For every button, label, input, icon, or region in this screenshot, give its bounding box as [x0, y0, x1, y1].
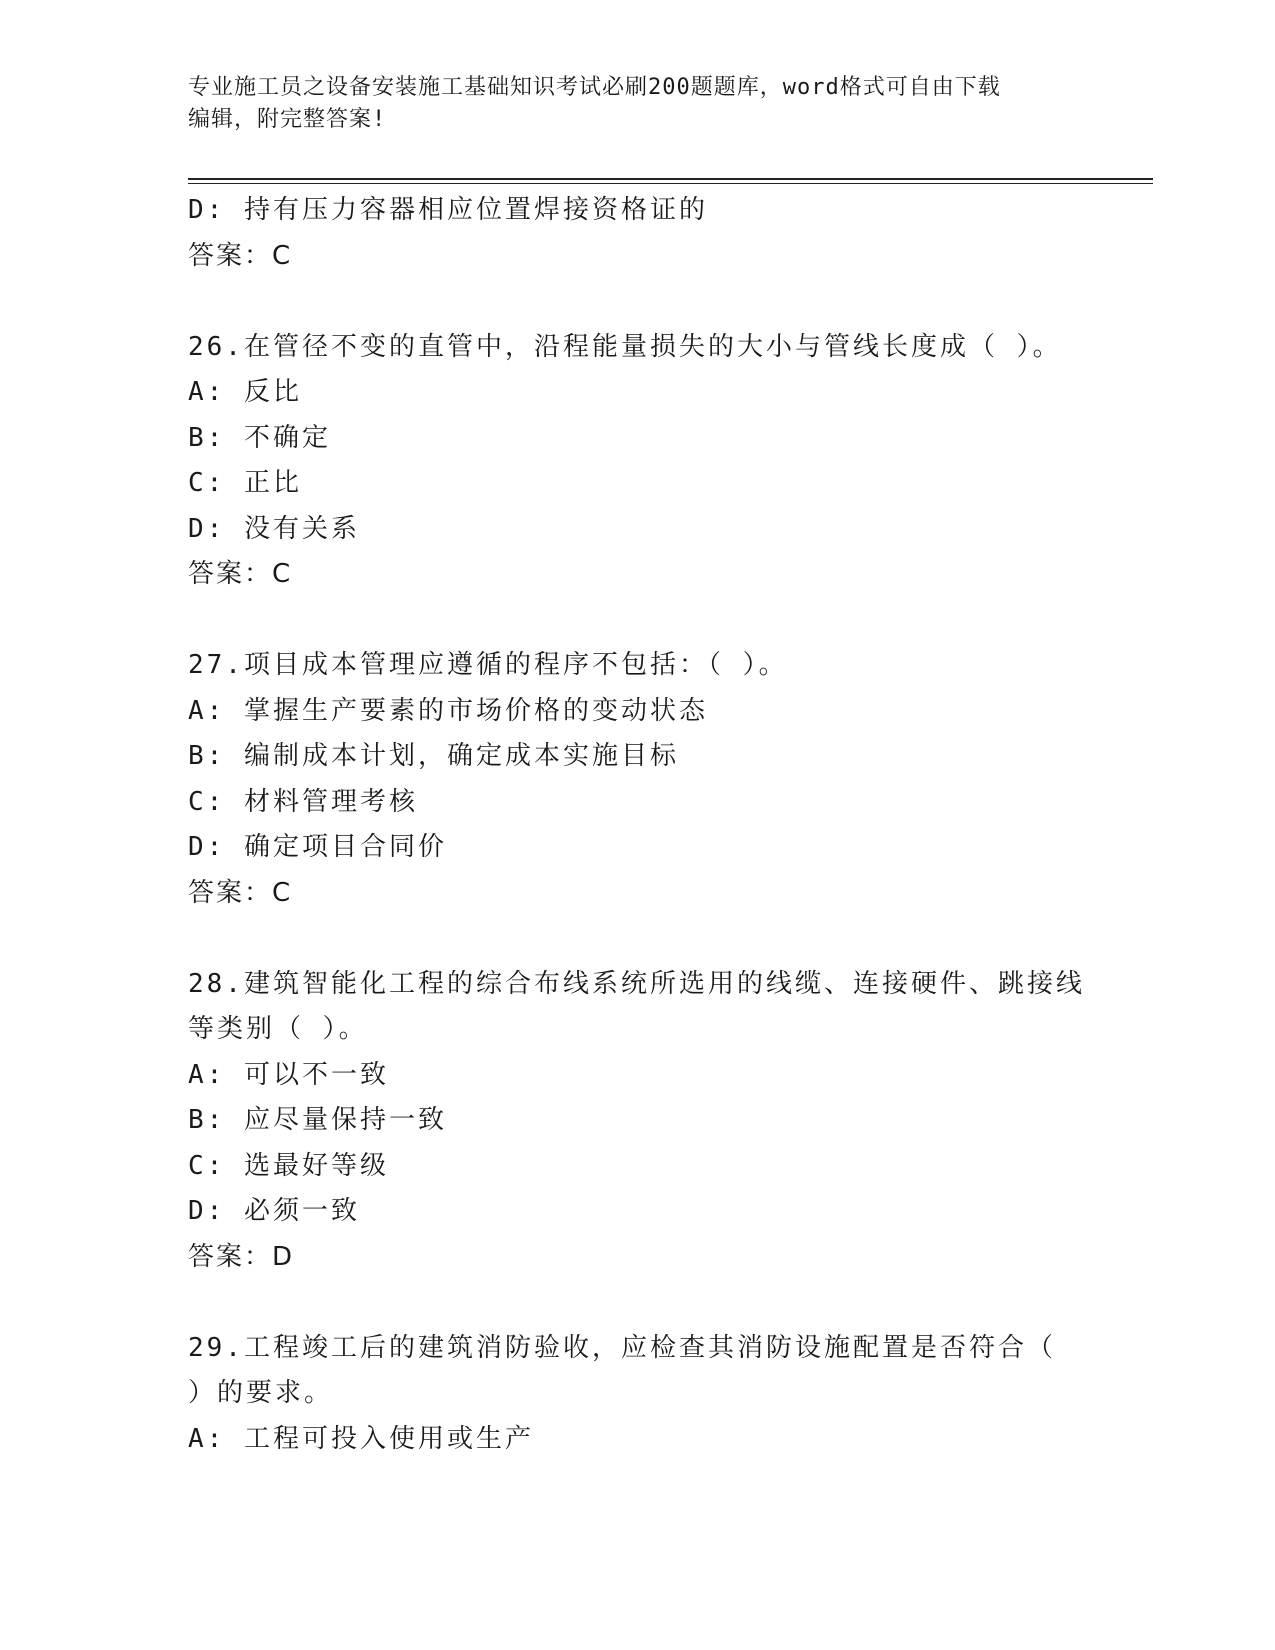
header-line-2: 编辑，附完整答案! [188, 107, 387, 132]
prev-option-d: D: 持有压力容器相应位置焊接资格证的 [188, 195, 708, 225]
prev-answer: 答案：C [188, 240, 293, 271]
question-29-stem-line-1: 29.工程竣工后的建筑消防验收，应检查其消防设施配置是否符合（ [188, 1332, 1056, 1363]
question-27-option-c: C: 材料管理考核 [188, 786, 418, 817]
question-content [188, 188, 1088, 1462]
question-28-stem-line-1: 28.建筑智能化工程的综合布线系统所选用的线缆、连接硬件、跳接线 [188, 968, 1085, 999]
header-line-1: 专业施工员之设备安装施工基础知识考试必刷200题题库，word格式可自由下载 [188, 75, 1001, 100]
question-27-option-b: B: 编制成本计划，确定成本实施目标 [188, 741, 679, 771]
question-28-option-c: C: 选最好等级 [188, 1150, 389, 1181]
question-27-option-a: A: 掌握生产要素的市场价格的变动状态 [188, 695, 708, 726]
question-26-option-a: A: 反比 [188, 377, 302, 407]
question-28-option-d: D: 必须一致 [188, 1196, 360, 1226]
question-26-option-d: D: 没有关系 [188, 513, 360, 544]
page-header [188, 72, 1088, 136]
question-27-stem: 27.项目成本管理应遵循的程序不包括：（ ）。 [188, 650, 788, 680]
header-divider-thin [188, 183, 1153, 184]
header-divider-thick [188, 178, 1153, 180]
question-28-answer: 答案：D [188, 1241, 295, 1272]
question-26-option-b: B: 不确定 [188, 422, 331, 453]
spacer [188, 1280, 1088, 1326]
question-28-stem-line-2: 等类别（ ）。 [188, 1014, 368, 1044]
question-26-answer: 答案：C [188, 559, 293, 589]
question-28-option-b: B: 应尽量保持一致 [188, 1105, 447, 1135]
question-27-option-d: D: 确定项目合同价 [188, 832, 447, 862]
question-26-stem: 26.在管径不变的直管中，沿程能量损失的大小与管线长度成（ ）。 [188, 331, 1062, 362]
question-28-option-a: A: 可以不一致 [188, 1059, 389, 1090]
spacer [188, 916, 1088, 962]
question-27-answer: 答案：C [188, 877, 293, 908]
question-26-option-c: C: 正比 [188, 468, 302, 498]
spacer [188, 279, 1088, 325]
question-29-stem-line-2: ）的要求。 [188, 1378, 334, 1408]
question-29-option-a: A: 工程可投入使用或生产 [188, 1423, 534, 1454]
spacer [188, 598, 1088, 644]
